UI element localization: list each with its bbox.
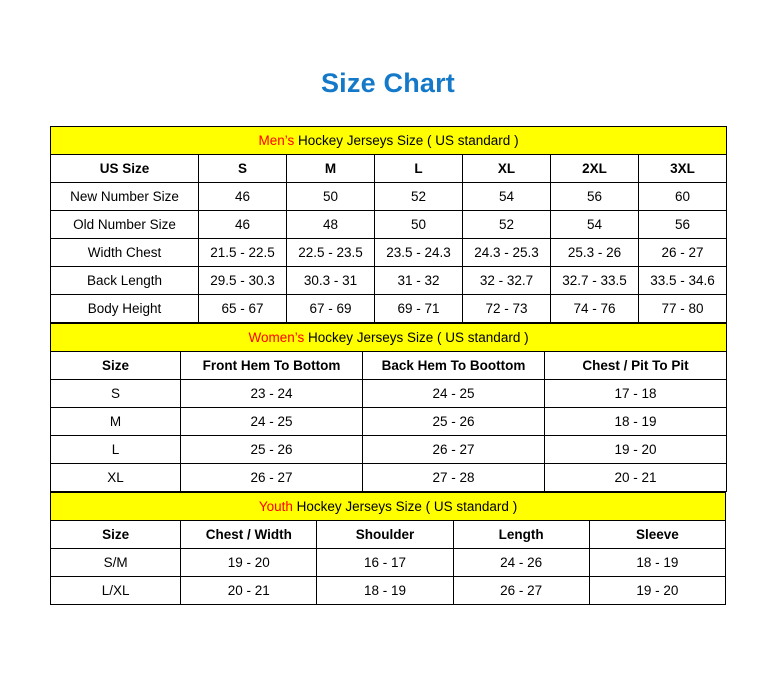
mens-cell: 31 - 32 <box>375 267 463 295</box>
youth-header-cell-0: Size <box>51 521 181 549</box>
youth-cell: 24 - 26 <box>453 549 589 577</box>
mens-cell: 25.3 - 26 <box>551 239 639 267</box>
womens-header-cell-1: Front Hem To Bottom <box>181 352 363 380</box>
womens-header-cell-2: Back Hem To Boottom <box>363 352 545 380</box>
mens-cell: 32 - 32.7 <box>463 267 551 295</box>
mens-cell: 54 <box>463 183 551 211</box>
womens-cell: 25 - 26 <box>181 436 363 464</box>
mens-cell: 67 - 69 <box>287 295 375 323</box>
womens-cell: 24 - 25 <box>181 408 363 436</box>
mens-row-label: Width Chest <box>51 239 199 267</box>
mens-header-cell-3: L <box>375 155 463 183</box>
mens-cell: 22.5 - 23.5 <box>287 239 375 267</box>
womens-header-cell-3: Chest / Pit To Pit <box>545 352 727 380</box>
table-row <box>51 239 727 267</box>
mens-cell: 60 <box>639 183 727 211</box>
womens-cell: 20 - 21 <box>545 464 727 492</box>
womens-row-label: XL <box>51 464 181 492</box>
mens-header-cell-1: S <box>199 155 287 183</box>
table-row <box>51 267 727 295</box>
mens-banner-accent: Men’s <box>258 133 295 148</box>
mens-cell: 77 - 80 <box>639 295 727 323</box>
mens-cell: 50 <box>375 211 463 239</box>
mens-header-cell-2: M <box>287 155 375 183</box>
mens-cell: 56 <box>639 211 727 239</box>
size-chart-tables <box>50 99 726 605</box>
mens-row-label: Body Height <box>51 295 199 323</box>
mens-cell: 52 <box>375 183 463 211</box>
table-row <box>51 464 727 492</box>
mens-row-label: New Number Size <box>51 183 199 211</box>
mens-cell: 23.5 - 24.3 <box>375 239 463 267</box>
youth-cell: 18 - 19 <box>589 549 725 577</box>
youth-banner-accent: Youth <box>258 499 293 514</box>
mens-cell: 46 <box>199 211 287 239</box>
youth-banner-rest: Hockey Jerseys Size ( US standard ) <box>292 499 518 514</box>
youth-header-row <box>51 521 726 549</box>
mens-cell: 56 <box>551 183 639 211</box>
mens-cell: 48 <box>287 211 375 239</box>
youth-cell: 20 - 21 <box>181 577 317 605</box>
mens-section-banner <box>51 127 727 155</box>
womens-cell: 26 - 27 <box>363 436 545 464</box>
mens-header-cell-0: US Size <box>51 155 199 183</box>
youth-cell: 16 - 17 <box>317 549 453 577</box>
womens-cell: 23 - 24 <box>181 380 363 408</box>
table-row <box>51 408 727 436</box>
table-row <box>51 295 727 323</box>
mens-cell: 33.5 - 34.6 <box>639 267 727 295</box>
mens-cell: 72 - 73 <box>463 295 551 323</box>
mens-cell: 46 <box>199 183 287 211</box>
womens-size-table <box>50 323 727 492</box>
youth-size-table <box>50 492 726 605</box>
youth-header-cell-4: Sleeve <box>589 521 725 549</box>
mens-cell: 32.7 - 33.5 <box>551 267 639 295</box>
mens-header-cell-5: 2XL <box>551 155 639 183</box>
youth-section-banner <box>51 493 726 521</box>
womens-cell: 26 - 27 <box>181 464 363 492</box>
youth-header-cell-1: Chest / Width <box>181 521 317 549</box>
table-row <box>51 211 727 239</box>
womens-cell: 27 - 28 <box>363 464 545 492</box>
table-row <box>51 577 726 605</box>
youth-banner-cell <box>51 493 726 521</box>
page-title: Size Chart <box>320 68 456 98</box>
womens-header-row <box>51 352 727 380</box>
womens-banner-accent: Women’s <box>248 330 305 345</box>
youth-cell: 26 - 27 <box>453 577 589 605</box>
table-row <box>51 183 727 211</box>
youth-header-cell-2: Shoulder <box>317 521 453 549</box>
mens-banner-rest: Hockey Jerseys Size ( US standard ) <box>294 133 519 148</box>
womens-banner-cell <box>51 324 727 352</box>
mens-cell: 74 - 76 <box>551 295 639 323</box>
womens-cell: 18 - 19 <box>545 408 727 436</box>
mens-row-label: Back Length <box>51 267 199 295</box>
youth-cell: 19 - 20 <box>589 577 725 605</box>
womens-cell: 19 - 20 <box>545 436 727 464</box>
mens-cell: 30.3 - 31 <box>287 267 375 295</box>
mens-cell: 54 <box>551 211 639 239</box>
mens-header-cell-6: 3XL <box>639 155 727 183</box>
womens-row-label: L <box>51 436 181 464</box>
mens-size-table <box>50 126 727 323</box>
mens-header-row <box>51 155 727 183</box>
youth-cell: 18 - 19 <box>317 577 453 605</box>
youth-row-label: L/XL <box>51 577 181 605</box>
mens-cell: 24.3 - 25.3 <box>463 239 551 267</box>
womens-row-label: M <box>51 408 181 436</box>
mens-cell: 69 - 71 <box>375 295 463 323</box>
womens-section-banner <box>51 324 727 352</box>
youth-header-cell-3: Length <box>453 521 589 549</box>
table-row <box>51 436 727 464</box>
womens-header-cell-0: Size <box>51 352 181 380</box>
youth-cell: 19 - 20 <box>181 549 317 577</box>
womens-cell: 17 - 18 <box>545 380 727 408</box>
mens-header-cell-4: XL <box>463 155 551 183</box>
womens-cell: 24 - 25 <box>363 380 545 408</box>
mens-row-label: Old Number Size <box>51 211 199 239</box>
mens-cell: 29.5 - 30.3 <box>199 267 287 295</box>
womens-row-label: S <box>51 380 181 408</box>
mens-banner-cell <box>51 127 727 155</box>
table-row <box>51 380 727 408</box>
mens-cell: 21.5 - 22.5 <box>199 239 287 267</box>
womens-banner-rest: Hockey Jerseys Size ( US standard ) <box>304 330 529 345</box>
mens-cell: 26 - 27 <box>639 239 727 267</box>
youth-row-label: S/M <box>51 549 181 577</box>
mens-cell: 52 <box>463 211 551 239</box>
womens-cell: 25 - 26 <box>363 408 545 436</box>
mens-cell: 65 - 67 <box>199 295 287 323</box>
mens-cell: 50 <box>287 183 375 211</box>
table-row <box>51 549 726 577</box>
